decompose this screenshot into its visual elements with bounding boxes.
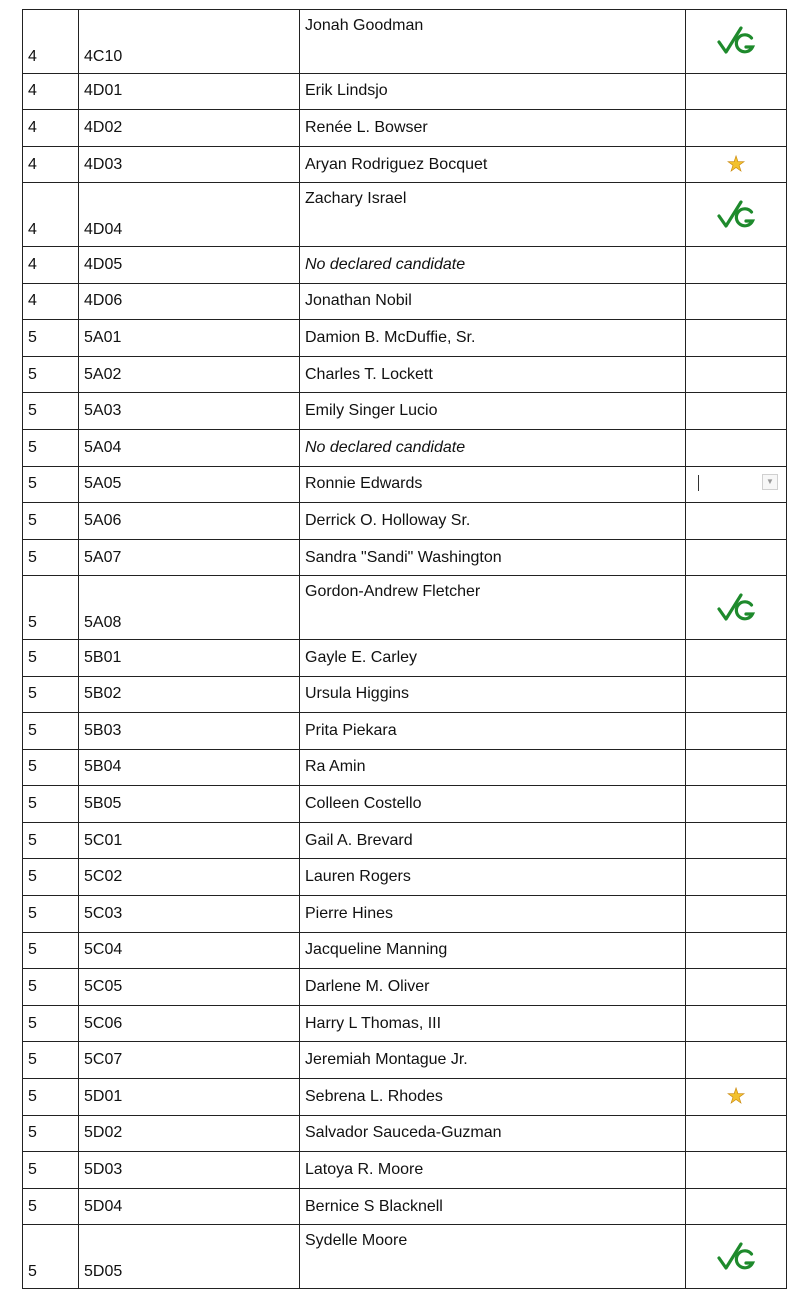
candidate-cell: Latoya R. Moore: [300, 1152, 686, 1189]
candidate-cell: Lauren Rogers: [300, 859, 686, 896]
smd-cell: 5B04: [79, 749, 300, 786]
ward-cell: 4: [23, 283, 79, 320]
smd-cell: 5D01: [79, 1079, 300, 1116]
mark-cell: [686, 859, 787, 896]
mark-cell: [686, 969, 787, 1006]
vg-check-icon: [716, 592, 756, 624]
mark-cell: [686, 539, 787, 576]
ward-cell: 4: [23, 73, 79, 110]
ward-cell: 5: [23, 822, 79, 859]
smd-cell: 5B03: [79, 713, 300, 750]
smd-cell: 5C05: [79, 969, 300, 1006]
candidate-cell: Gordon-Andrew Fletcher: [300, 576, 686, 640]
ward-cell: 5: [23, 1042, 79, 1079]
mark-cell: [686, 393, 787, 430]
ward-cell: 5: [23, 896, 79, 933]
smd-cell: 5D05: [79, 1225, 300, 1289]
ward-cell: 5: [23, 393, 79, 430]
smd-cell: 5C06: [79, 1005, 300, 1042]
smd-cell: 5C01: [79, 822, 300, 859]
table-row: [23, 393, 787, 430]
vg-check-icon: [716, 25, 756, 57]
mark-cell: [686, 110, 787, 147]
mark-cell: [686, 503, 787, 540]
candidate-cell: Jacqueline Manning: [300, 932, 686, 969]
table-row: [23, 639, 787, 676]
smd-cell: 4D04: [79, 183, 300, 247]
table-row: [23, 429, 787, 466]
smd-cell: 4D06: [79, 283, 300, 320]
candidate-cell: Harry L Thomas, III: [300, 1005, 686, 1042]
smd-cell: 5A02: [79, 356, 300, 393]
smd-cell: 5B05: [79, 786, 300, 823]
table-row: [23, 1005, 787, 1042]
smd-cell: 5C07: [79, 1042, 300, 1079]
ward-cell: 5: [23, 932, 79, 969]
smd-cell: 5A05: [79, 466, 300, 503]
ward-cell: 5: [23, 1225, 79, 1289]
candidate-cell: Sebrena L. Rhodes: [300, 1079, 686, 1116]
smd-cell: 5C04: [79, 932, 300, 969]
smd-cell: 4C10: [79, 10, 300, 74]
table-row: [23, 1152, 787, 1189]
table-row: [23, 110, 787, 147]
mark-cell: [686, 676, 787, 713]
smd-cell: 5C03: [79, 896, 300, 933]
mark-cell: [686, 1225, 787, 1289]
ward-cell: 4: [23, 183, 79, 247]
candidate-cell: Darlene M. Oliver: [300, 969, 686, 1006]
table-row: [23, 1042, 787, 1079]
mark-cell: [686, 10, 787, 74]
ward-cell: 4: [23, 146, 79, 183]
mark-cell: [686, 429, 787, 466]
ward-cell: 5: [23, 539, 79, 576]
mark-cell: [686, 146, 787, 183]
candidate-cell: Zachary Israel: [300, 183, 686, 247]
ward-cell: 4: [23, 110, 79, 147]
star-icon: ★: [726, 152, 746, 176]
candidate-cell: Salvador Sauceda-Guzman: [300, 1115, 686, 1152]
table-row: [23, 10, 787, 74]
cell-dropdown[interactable]: [692, 473, 780, 495]
table-row: [23, 1115, 787, 1152]
candidate-cell: Sandra "Sandi" Washington: [300, 539, 686, 576]
mark-cell: [686, 822, 787, 859]
ward-cell: 5: [23, 466, 79, 503]
smd-cell: 5D03: [79, 1152, 300, 1189]
candidate-cell: Colleen Costello: [300, 786, 686, 823]
ward-cell: 5: [23, 1005, 79, 1042]
ward-cell: 4: [23, 10, 79, 74]
smd-cell: 4D05: [79, 246, 300, 283]
ward-cell: 5: [23, 356, 79, 393]
smd-cell: 5A08: [79, 576, 300, 640]
table-row: [23, 539, 787, 576]
ward-cell: 5: [23, 1152, 79, 1189]
mark-cell: [686, 1042, 787, 1079]
mark-cell: [686, 73, 787, 110]
smd-cell: 5D02: [79, 1115, 300, 1152]
smd-cell: 5A06: [79, 503, 300, 540]
mark-cell: [686, 713, 787, 750]
candidate-cell: Charles T. Lockett: [300, 356, 686, 393]
mark-cell: [686, 1115, 787, 1152]
dropdown-arrow-icon[interactable]: ▼: [762, 474, 778, 490]
smd-cell: 4D02: [79, 110, 300, 147]
smd-cell: 5D04: [79, 1188, 300, 1225]
smd-cell: 5A01: [79, 320, 300, 357]
candidate-cell: No declared candidate: [300, 246, 686, 283]
mark-cell: [686, 183, 787, 247]
table-row: [23, 969, 787, 1006]
smd-cell: 5A04: [79, 429, 300, 466]
candidate-cell: Emily Singer Lucio: [300, 393, 686, 430]
table-row: [23, 859, 787, 896]
table-row: [23, 749, 787, 786]
table-row: [23, 822, 787, 859]
smd-cell: 5B02: [79, 676, 300, 713]
candidate-cell: Jeremiah Montague Jr.: [300, 1042, 686, 1079]
candidate-cell: Damion B. McDuffie, Sr.: [300, 320, 686, 357]
mark-cell: [686, 246, 787, 283]
ward-cell: 5: [23, 639, 79, 676]
smd-cell: 5B01: [79, 639, 300, 676]
candidate-cell: Gail A. Brevard: [300, 822, 686, 859]
candidate-cell: Gayle E. Carley: [300, 639, 686, 676]
candidate-cell: Sydelle Moore: [300, 1225, 686, 1289]
ward-cell: 5: [23, 429, 79, 466]
ward-cell: 5: [23, 786, 79, 823]
mark-cell: [686, 1152, 787, 1189]
candidate-cell: Renée L. Bowser: [300, 110, 686, 147]
smd-cell: 4D03: [79, 146, 300, 183]
mark-cell[interactable]: [686, 466, 787, 503]
candidate-table: [22, 9, 787, 1289]
mark-cell: [686, 896, 787, 933]
mark-cell: [686, 932, 787, 969]
table-row: [23, 146, 787, 183]
mark-cell: [686, 356, 787, 393]
table-row: [23, 503, 787, 540]
ward-cell: 5: [23, 676, 79, 713]
table-row: [23, 713, 787, 750]
ward-cell: 5: [23, 749, 79, 786]
table-row: [23, 676, 787, 713]
table-row: [23, 576, 787, 640]
ward-cell: 4: [23, 246, 79, 283]
table-row: [23, 246, 787, 283]
star-icon: ★: [726, 1084, 746, 1108]
candidate-cell: Ursula Higgins: [300, 676, 686, 713]
table-row: [23, 183, 787, 247]
table-row: [23, 1225, 787, 1289]
table-row: [23, 73, 787, 110]
table-row: [23, 1079, 787, 1116]
table-row: [23, 320, 787, 357]
mark-cell: [686, 320, 787, 357]
vg-check-icon: [716, 1241, 756, 1273]
ward-cell: 5: [23, 503, 79, 540]
candidate-cell: Jonathan Nobil: [300, 283, 686, 320]
candidate-table-body: [23, 10, 787, 1289]
candidate-cell: Ra Amin: [300, 749, 686, 786]
mark-cell: [686, 283, 787, 320]
smd-cell: 5A03: [79, 393, 300, 430]
candidate-cell: Ronnie Edwards: [300, 466, 686, 503]
smd-cell: 5C02: [79, 859, 300, 896]
table-row: [23, 896, 787, 933]
mark-cell: [686, 1005, 787, 1042]
smd-cell: 4D01: [79, 73, 300, 110]
candidate-cell: Prita Piekara: [300, 713, 686, 750]
vg-check-icon: [716, 199, 756, 231]
mark-cell: [686, 639, 787, 676]
mark-cell: [686, 1079, 787, 1116]
mark-cell: [686, 1188, 787, 1225]
candidate-cell: Bernice S Blacknell: [300, 1188, 686, 1225]
table-row: [23, 283, 787, 320]
ward-cell: 5: [23, 969, 79, 1006]
ward-cell: 5: [23, 576, 79, 640]
ward-cell: 5: [23, 1188, 79, 1225]
ward-cell: 5: [23, 1079, 79, 1116]
ward-cell: 5: [23, 713, 79, 750]
ward-cell: 5: [23, 1115, 79, 1152]
ward-cell: 5: [23, 320, 79, 357]
candidate-cell: Pierre Hines: [300, 896, 686, 933]
table-row: [23, 466, 787, 503]
text-cursor: [698, 475, 699, 491]
mark-cell: [686, 576, 787, 640]
candidate-cell: No declared candidate: [300, 429, 686, 466]
ward-cell: 5: [23, 859, 79, 896]
candidate-cell: Jonah Goodman: [300, 10, 686, 74]
table-row: [23, 356, 787, 393]
mark-cell: [686, 786, 787, 823]
candidate-cell: Aryan Rodriguez Bocquet: [300, 146, 686, 183]
mark-cell: [686, 749, 787, 786]
candidate-cell: Erik Lindsjo: [300, 73, 686, 110]
smd-cell: 5A07: [79, 539, 300, 576]
table-row: [23, 932, 787, 969]
table-row: [23, 1188, 787, 1225]
table-row: [23, 786, 787, 823]
candidate-cell: Derrick O. Holloway Sr.: [300, 503, 686, 540]
